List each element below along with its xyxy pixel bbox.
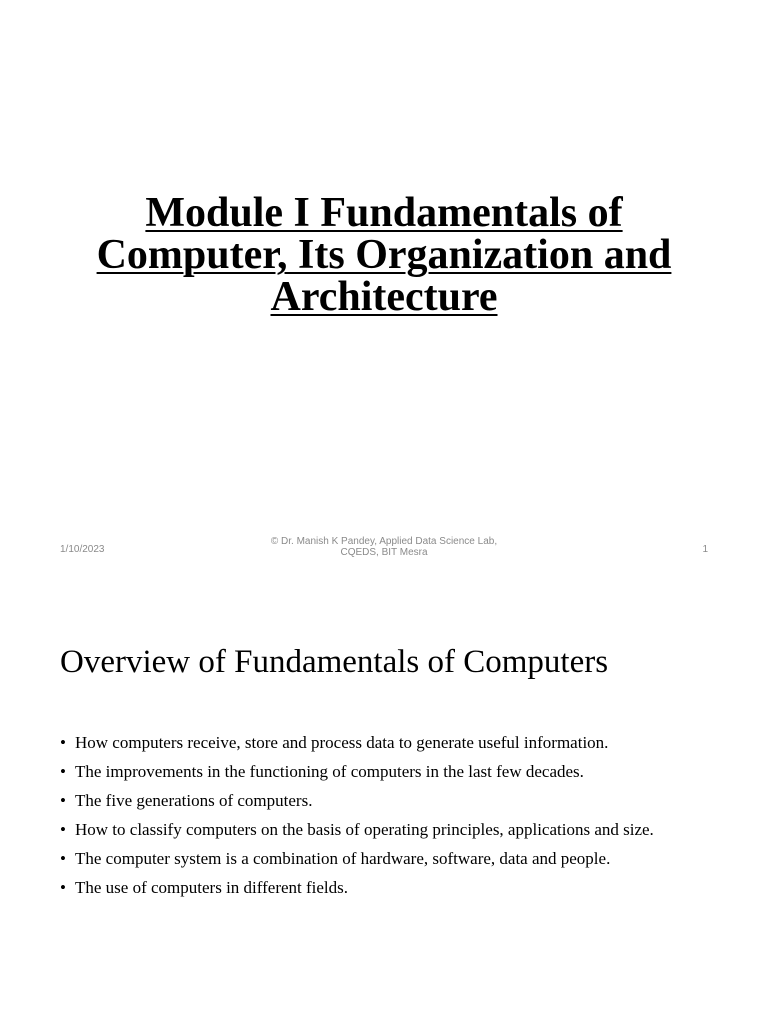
footer-date: 1/10/2023 [60,544,105,555]
title-line: Computer, Its Organization and [96,232,672,278]
bullet-item: • How computers receive, store and process data to generate useful information. [60,732,708,753]
bullet-list [60,732,708,906]
slide-2-title: Overview of Fundamentals of Computers [60,644,609,680]
title-line: Architecture [270,274,498,320]
title-line: Module I Fundamentals of [145,190,623,236]
bullet-item: • The improvements in the functioning of computers in the last few decades. [60,761,708,782]
footer-page-number: 1 [702,544,708,555]
slide-2 [0,576,768,1024]
bullet-item: • The computer system is a combination of hardware, software, data and people. [60,848,708,869]
bullet-item: • The use of computers in different fields. [60,877,708,898]
footer-credit [234,536,534,558]
bullet-item: • The five generations of computers. [60,790,708,811]
footer-credit-line: CQEDS, BIT Mesra [340,547,428,558]
footer-credit-line: © Dr. Manish K Pandey, Applied Data Science Lab, [270,536,498,547]
slide-1-title [60,192,708,318]
bullet-item: • How to classify computers on the basis of operating principles, applications and size. [60,819,708,840]
